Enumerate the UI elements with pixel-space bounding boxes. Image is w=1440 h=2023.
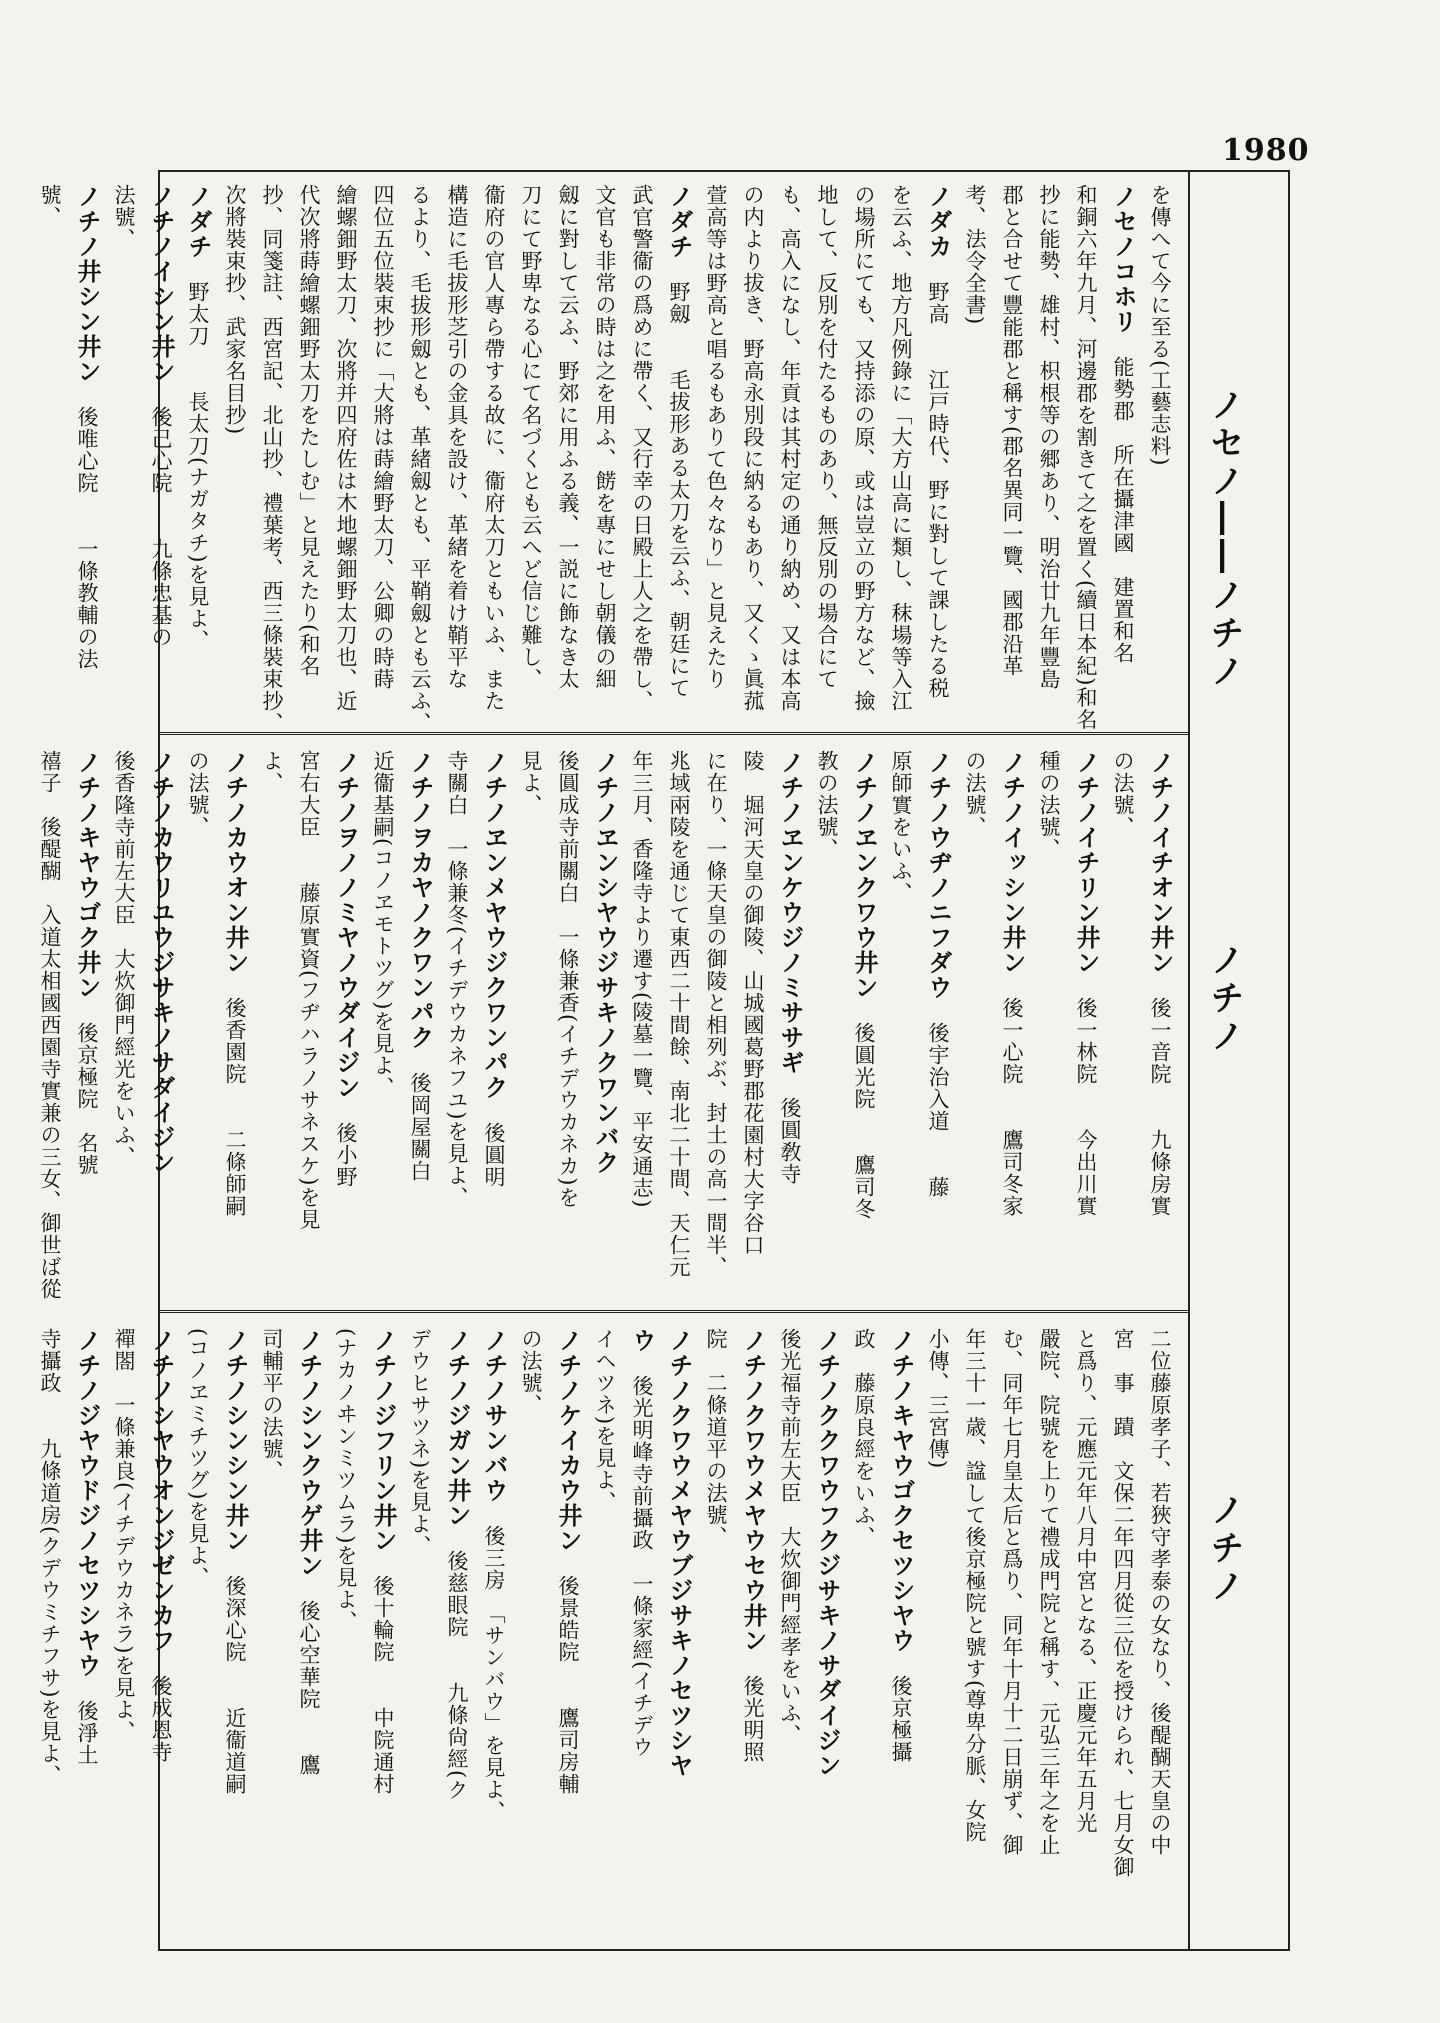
entry-text: 號、 [38,184,62,228]
entry-text: 能勢郡 所在攝津國 建置和名 [1111,334,1135,664]
entry-text: イヘツネ)を見よ、 [593,1328,617,1514]
entry-text: 野太刀 長太刀(ナガタチ)を見よ、 [186,259,210,652]
entry-text: 政 藤原良經をいふ、 [852,1328,876,1548]
text-column [623,184,660,722]
text-column [660,184,697,722]
text-column [327,750,364,1300]
entry-text: に在り、一條天皇の御陵と相列ぶ、封土の高一間半、 [704,750,728,1278]
entry-text: 後己心院 九條忠基の [149,384,173,648]
headword: ノチノジフリン井ン [369,1328,397,1553]
text-column [734,750,771,1300]
page-number: 1980 [1222,133,1310,168]
text-column [475,750,512,1300]
text-column [993,1328,1030,1939]
side-header-2: ノチノ [1204,942,1244,1056]
entry-text: 後一林院 今出川實 [1074,975,1098,1217]
entry-text: 後京極院 名號 [75,1000,99,1176]
text-column [845,1328,882,1939]
entry-text: 刀にて野卑なる心にて名づくとも云へど信じ難し、 [519,184,543,690]
entry-text: 後光福寺前左大臣 大炊御門經孝をいふ、 [778,1328,802,1746]
entry-text: 劔に對して云ふ、野郊に用ふる義、一説に飾なき太 [556,184,580,690]
entry-text: も、高入になし、年貢は其村定の通り納め、又は本高 [778,184,802,712]
entry-text: 野高 江戸時代、野に對して課したる税 [926,259,950,699]
text-column [549,750,586,1300]
entry-text: 後圓明 [482,1100,506,1188]
text-column [956,184,993,722]
text-column [438,1328,475,1939]
text-column [401,1328,438,1939]
entry-text: 後唯心院 一條教輔の法 [75,384,99,670]
text-column [586,184,623,722]
entry-text: 後香隆寺前左大臣 大炊御門經光をいふ、 [112,750,136,1168]
text-column [401,750,438,1300]
entry-text: 寺攝政 九條道房(クデウミチフサ)を見よ、 [38,1328,62,1787]
entry-text: 後宇治入道 藤 [926,1000,950,1198]
headword: ノチノヱンメヤウジクワンパク [480,750,508,1100]
text-column [68,1328,105,1939]
entry-text: 後慈眼院 九條尙經(ク [445,1528,469,1802]
text-column [290,1328,327,1939]
entry-text: 宮右大臣 藤原實資(フヂハラノサネスケ)を見 [297,750,321,1231]
headword: ノチノキヤウゴク井ン [73,750,101,1000]
headword: ノチノウヂノニフダウ [924,750,952,1000]
entry-text: 後香園院 二條師嗣 [223,975,247,1217]
text-column [623,750,660,1300]
headword: ノチノイチリン井ン [1072,750,1100,975]
text-column [808,1328,845,1939]
headword: ウ [628,1328,656,1353]
entry-text: の法號、 [1111,750,1135,838]
headword: ノダチ [665,184,693,259]
headword: ノチノイッシン井ン [998,750,1026,975]
text-column [586,1328,623,1939]
text-column [919,1328,956,1939]
text-column [697,184,734,722]
text-column [364,184,401,722]
text-column [808,750,845,1300]
headword: ノチノジガン井ン [443,1328,471,1528]
text-column [1104,1328,1141,1939]
headword: ノチノヱンシヤウジサキノクワンバク [591,750,619,1175]
text-column [31,1328,68,1939]
text-column [253,750,290,1300]
text-column [734,1328,771,1939]
entry-text: 種の法號、 [1037,750,1061,860]
entry-text: 後心空華院 鷹 [297,1578,321,1776]
text-column [1104,750,1141,1300]
text-column [438,184,475,722]
text-column [364,1328,401,1939]
entry-text: 後京極攝 [889,1653,913,1763]
headword: ノチノ井シン井ン [73,184,101,384]
entry-text: 禧子 後醍醐 入道太相國西園寺實兼の三女、御世ば從 [38,750,62,1300]
headword: ノチノクワウメヤウセウ井ン [739,1328,767,1653]
page-frame [38,170,1290,1951]
text-column [1067,1328,1104,1939]
entry-text: 小傳、三宮傳) [926,1328,950,1470]
text-column [919,750,956,1300]
entry-text: 見よ、 [519,750,543,816]
headword: ノチノキヤウゴクセツシヤウ [887,1328,915,1653]
text-column [179,750,216,1300]
entry-text: の内より拔き、野高永別段に納るもあり、又くゝ眞菰 [741,184,765,712]
text-column [253,1328,290,1939]
headword: ノダカ [924,184,952,259]
band-separator [160,1310,1188,1315]
entry-text: 年三十一歳、諡して後京極院と號す(尊卑分脈、女院 [963,1328,987,1844]
text-column [660,750,697,1300]
text-column [179,184,216,722]
entry-text: 後成恩寺 [149,1653,173,1763]
text-column [1067,750,1104,1300]
band-separator [160,732,1188,737]
text-column [290,750,327,1300]
entry-text: の法號、 [519,1328,543,1416]
entry-text: 後景皓院 鷹司房輔 [556,1553,580,1795]
text-column [31,750,68,1300]
side-header-1: ノセノ――ノチノ [1204,387,1244,691]
text-column [1141,184,1178,722]
entry-text: 後一心院 鷹司冬家 [1000,975,1024,1217]
text-column [1030,184,1067,722]
text-column [919,184,956,722]
text-column [993,750,1030,1300]
text-column [845,184,882,722]
text-column [142,750,179,1300]
text-column [1030,750,1067,1300]
text-column [105,1328,142,1939]
entry-text: 宮 事 蹟 文保二年四月從三位を授けられ、七月女御 [1111,1328,1135,1878]
entry-text: 法號、 [112,184,136,250]
entry-text: 考、法令全書) [963,184,987,326]
entry-text: 後岡屋關白 [408,1050,432,1182]
entry-text: 後圓敎寺 [778,1075,802,1185]
entry-text: 構造に毛拔形芝引の金具を設け、革緒を着け鞘平な [445,184,469,690]
entry-text: 後淨土 [75,1678,99,1766]
headword: ノチノクワウメヤウブジサキノセツシヤ [665,1328,693,1778]
text-column [216,184,253,722]
headword: ノチノヱンクワウ井ン [850,750,878,1000]
text-column [1030,1328,1067,1939]
text-column [734,184,771,722]
entry-text: の法號、 [186,750,210,838]
text-column [808,184,845,722]
entry-text: 嚴院、院號を上りて禮成門院と稱す、元弘三年之を止 [1037,1328,1061,1856]
headword: ノチノケイカウ井ン [554,1328,582,1553]
text-column [1067,184,1104,731]
entry-text: 禪閤 一條兼良(イチデウカネラ)を見よ、 [112,1328,136,1743]
text-column [993,184,1030,722]
header-rule [1188,172,1190,1949]
headword: ノチノカウリユウジサキノサダイジン [147,750,175,1175]
entry-text: 四位五位裝束抄に「大將は蒔繪野太刀、公卿の時蒔 [371,184,395,690]
text-column [660,1328,697,1939]
headword: ノチノシンシン井ン [221,1328,249,1553]
text-column [512,750,549,1300]
text-column [697,750,734,1300]
entry-text: (コノヱミチツグ)を見よ、 [186,1328,210,1589]
text-column [364,750,401,1300]
text-column [1104,184,1141,722]
entry-text: 兆域兩陵を通じて東西二十間餘、南北二十間、天仁元 [667,750,691,1278]
text-column [105,750,142,1300]
band-top [38,172,1188,734]
entry-text: 次將裝束抄、武家名目抄) [223,184,247,436]
entry-text: と爲り、元應元年八月中宮となる、正慶元年五月光 [1074,1328,1098,1834]
text-column [512,184,549,722]
entry-text: 後十輪院 中院通村 [371,1553,395,1795]
entry-text: (ナカノヰンミツムラ)を見よ、 [334,1328,358,1633]
text-column [253,184,290,734]
text-column [475,1328,512,1939]
entry-text: 和銅六年九月、河邊郡を割きて之を置く(續日本紀)和名 [1074,184,1098,731]
text-column [68,750,105,1300]
text-column [327,1328,364,1939]
entry-text: 司輔平の法號、 [260,1328,284,1482]
text-column [697,1328,734,1939]
entry-text: 院 二條道平の法號、 [704,1328,728,1548]
entry-text: 後小野 [334,1100,358,1188]
headword: ノチノジヤウドジノセツシヤウ [73,1328,101,1678]
entry-text: の法號、 [963,750,987,838]
headword: ノチノシンクウゲ井ン [295,1328,323,1578]
entry-text: 代次將蒔繪螺鈿野太刀をたしむ」と見えたり(和名 [297,184,321,678]
entry-text: む、同年七月皇太后と爲り、同年十月十二日崩ず、御 [1000,1328,1024,1856]
headword: ノセノコホリ [1109,184,1137,334]
entry-text: 文官も非常の時は之を用ふ、餝を專にせし朝儀の細 [593,184,617,690]
entry-text: 地して、反別を付たるものあり、無反別の場合にて [815,184,839,690]
text-column [216,1328,253,1939]
entry-text: 抄、同箋註、西宮記、北山抄、禮葉考、西三條裝束抄、 [260,184,284,734]
text-column [623,1328,660,1939]
entry-text: 陵 堀河天皇の御陵、山城國葛野郡花園村大字谷口 [741,750,765,1256]
headword: ノチノイチオン井ン [1146,750,1174,975]
entry-text: 二位藤原孝子、若狹守孝泰の女なり、後醍醐天皇の中 [1148,1328,1172,1856]
text-column [771,184,808,722]
text-column [179,1328,216,1939]
entry-text: デウヒサツネ)を見よ、 [408,1328,432,1558]
entry-text: 後光明峰寺前攝政 一條家經(イチデウ [630,1353,654,1759]
text-column [31,184,68,722]
entry-text: るより、毛拔形劔とも、革緒劔とも、平鞘劔とも云ふ、 [408,184,432,734]
headword: ノチノヱンケウジノミササギ [776,750,804,1075]
entry-text: 武官警衞の爲めに帶く、又行幸の日殿上人之を帶し、 [630,184,654,712]
entry-text: 郡と合せて豐能郡と稱す(郡名異同一覽、國郡沿革 [1000,184,1024,678]
headword: ノチノヲノノミヤノウダイジン [332,750,360,1100]
text-column [475,184,512,722]
entry-text: 後光明照 [741,1653,765,1763]
text-column [68,184,105,722]
text-column [105,184,142,722]
text-column [549,184,586,722]
headword: ノチノククワウフクジサキノサダイジン [813,1328,841,1778]
text-column [882,750,919,1300]
entry-text: 後圓成寺前關白 一條兼香(イチデウカネカ)を [556,750,580,1209]
entry-text: 萱高等は野高と唱るもありて色々なり」と見えたり [704,184,728,690]
text-column [771,750,808,1300]
headword: ノチノヲカヤノクワンパク [406,750,434,1050]
headword: ノチノシヤウオンジゼンカフ [147,1328,175,1653]
text-column [327,184,364,722]
band-middle [38,738,1188,1310]
entry-text: 後圓光院 鷹司冬 [852,1000,876,1220]
band-middle-columns [38,750,1178,1300]
entry-text: 後三房 「サンバウ」を見よ、 [482,1503,506,1823]
entry-text: を傳へて今に至る(工藝志料) [1148,184,1172,467]
text-column [1141,750,1178,1300]
entry-text: 年三月、香隆寺より遷す(陵墓一覽、平安通志) [630,750,654,1209]
entry-text: 後一音院 九條房實 [1148,975,1172,1217]
entry-text: 近衞基嗣(コノヱモトツグ)を見よ、 [371,750,395,1099]
entry-text: 抄に能勢、雄村、枳根等の郷あり、明治廿九年豐島 [1037,184,1061,690]
headword: ノチノサンバウ [480,1328,508,1503]
side-header-3: ノチノ [1204,1492,1244,1606]
entry-text: 寺關白 一條兼冬(イチデウカネフユ)を見よ、 [445,750,469,1209]
entry-text: 衞府の官人專ら帶する故に、衞府太刀ともいふ、また [482,184,506,712]
text-column [142,1328,179,1939]
headword: ノチノカウオン井ン [221,750,249,975]
text-column [845,750,882,1300]
headword: ノダチ [184,184,212,259]
text-column [956,750,993,1300]
entry-text: 教の法號、 [815,750,839,860]
text-column [549,1328,586,1939]
band-top-columns [38,184,1178,734]
text-column [290,184,327,722]
entry-text: を云ふ、地方凡例錄に「大方山高に類し、秣場等入江 [889,184,913,712]
text-column [956,1328,993,1939]
entry-text: 原師實をいふ、 [889,750,913,904]
text-column [882,184,919,722]
entry-text: 繪螺鈿野太刀、次將并四府佐は木地螺鈿野太刀也、近 [334,184,358,712]
text-column [438,750,475,1300]
band-bottom-columns [38,1328,1178,1939]
text-column [512,1328,549,1939]
text-column [882,1328,919,1939]
entry-text: 野劔 毛拔形ある太刀を云ふ、朝廷にて [667,259,691,699]
text-column [1141,1328,1178,1939]
entry-text: の場所にても、又持添の原、或は豈立の野方など、撿 [852,184,876,712]
entry-text: よ、 [260,750,284,794]
headword: ノチノイシン井ン [147,184,175,384]
text-column [142,184,179,722]
text-column [401,184,438,734]
text-column [771,1328,808,1939]
text-column [216,750,253,1300]
entry-text: 後深心院 近衞道嗣 [223,1553,247,1795]
text-column [586,750,623,1300]
band-bottom [38,1316,1188,1949]
